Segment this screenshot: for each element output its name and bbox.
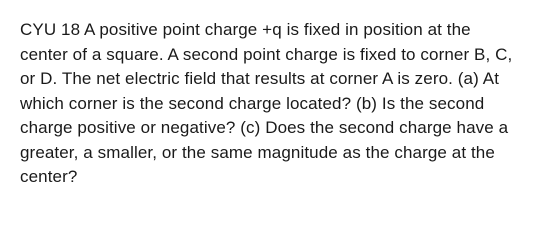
question-line: CYU 18 A positive point charge +q is fixed in position at the: [20, 20, 471, 39]
question-line: center of a square. A second point charge is fixed to corner B, C,: [20, 44, 513, 64]
question-line: which corner is the second charge located? (b) Is the second: [20, 93, 485, 113]
question-line: greater, a smaller, or the same magnitude as the charge at the: [20, 142, 495, 162]
question-line: charge positive or negative? (c) Does the second charge have a: [20, 118, 509, 137]
question-text: [20, 18, 545, 190]
question-line: or D. The net electric field that results at corner A is zero. (a) At: [20, 69, 500, 88]
question-line: center?: [20, 167, 78, 186]
